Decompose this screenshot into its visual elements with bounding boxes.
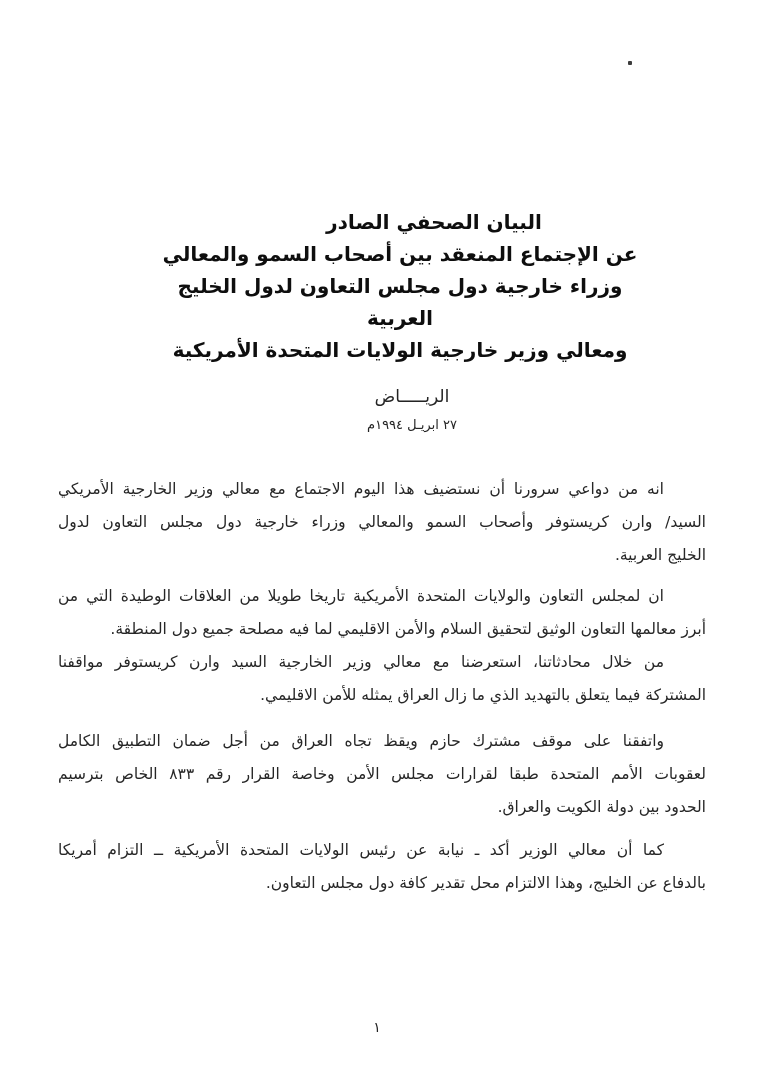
paragraph-5 [58,834,706,900]
document-title [152,206,648,366]
page-number: ١ [373,1020,381,1036]
scan-artifact-dot [628,61,632,65]
paragraph-3 [58,646,706,712]
paragraph-2 [58,580,706,646]
text-line: انه من دواعي سرورنا أن نستضيف هذا اليوم الاجتماع مع معالي وزير الخارجية الأمريكي [58,480,664,498]
text-line: من خلال محادثاتنا، استعرضنا مع معالي وزير الخارجية السيد وارن كريستوفر مواقفنا [58,653,664,671]
text-line: المشتركة فيما يتعلق بالتهديد الذي ما زال العراق يمثله للأمن الاقليمي. [260,686,706,704]
text-line: واتفقنا على موقف مشترك حازم ويقظ تجاه العراق من أجل ضمان التطبيق الكامل [58,732,664,750]
text-line: ان لمجلس التعاون والولايات المتحدة الأمريكية تاريخا طويلا من العلاقات الوطيدة التي من [58,587,664,605]
text-line: لعقوبات الأمم المتحدة طبقا لقرارات مجلس الأمن وخاصة القرار رقم ٨٣٣ الخاص بترسيم [58,765,707,783]
dateline-date: ٢٧ ابريـل ١٩٩٤م [367,418,457,433]
text-line: كما أن معالي الوزير أكد ـ نيابة عن رئيس الولايات المتحدة الأمريكية ــ التزام أمريكا [58,841,664,859]
title-line-4: ومعالي وزير خارجية الولايات المتحدة الأمريكية [172,338,628,362]
text-line: أبرز معالمها التعاون الوثيق لتحقيق السلام والأمن الاقليمي لما فيه مصلحة جميع دول المنطقة. [110,620,706,638]
dateline [262,386,562,435]
text-line: الحدود بين دولة الكويت والعراق. [497,798,706,816]
text-line: السيد/ وارن كريستوفر وأصحاب السمو والمعالي وزراء خارجية دول مجلس التعاون لدول [58,513,706,531]
paragraph-1 [58,473,706,572]
text-line: الخليج العربية. [614,546,706,564]
title-line-1: البيان الصحفي الصادر [326,210,542,234]
title-line-2: عن الإجتماع المنعقد بين أصحاب السمو والمعالي [162,242,638,266]
text-line: بالدفاع عن الخليج، وهذا الالتزام محل تقدير كافة دول مجلس التعاون. [265,874,706,892]
title-line-3: وزراء خارجية دول مجلس التعاون لدول الخليج العربية [177,274,623,330]
dateline-city: الريـــــاض [374,387,450,407]
body-text [58,473,706,900]
paragraph-4 [58,725,706,824]
